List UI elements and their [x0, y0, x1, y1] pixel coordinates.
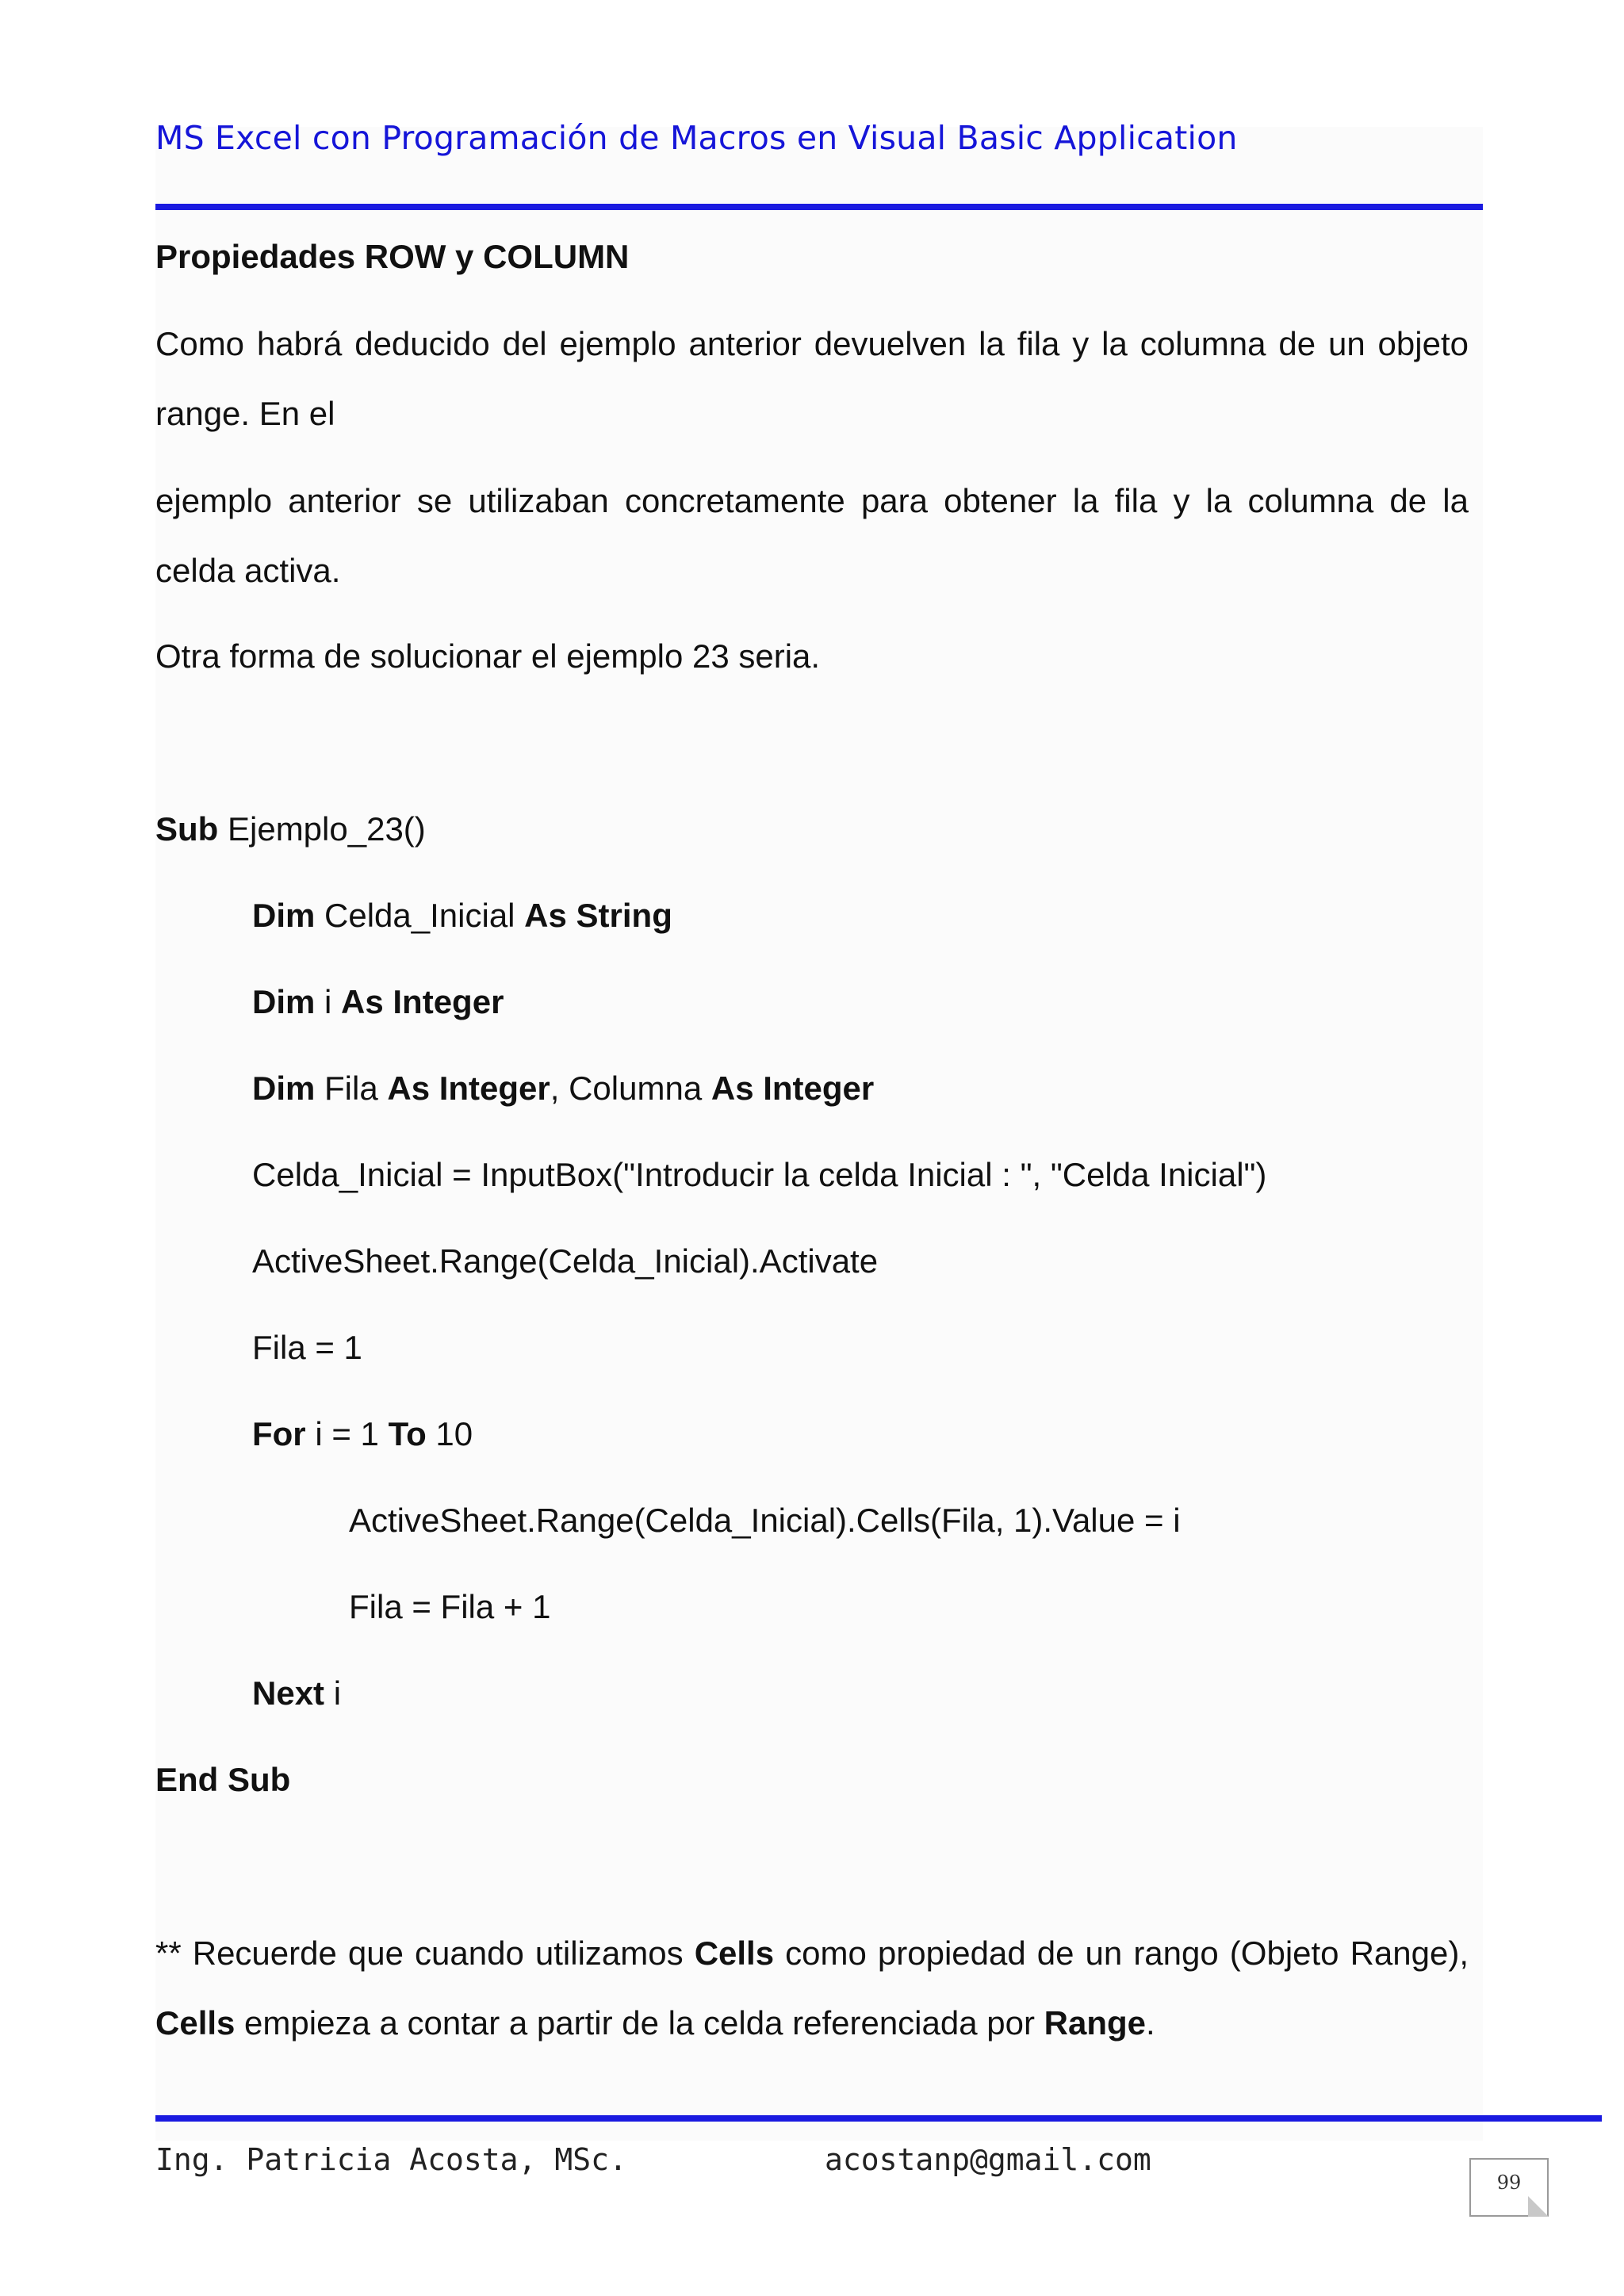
note-bold-range: Range: [1044, 2004, 1146, 2042]
code-keyword: Next: [252, 1674, 325, 1712]
code-keyword: Dim: [252, 897, 316, 934]
code-text: Celda_Inicial: [315, 897, 525, 934]
code-line-1: [155, 794, 426, 864]
note-paragraph: [155, 1919, 1469, 2058]
paragraph-1: Como habrá deducido del ejemplo anterior devuelven la fila y la columna de un objeto range. En el: [155, 325, 1469, 432]
code-keyword: To: [388, 1415, 427, 1452]
code-keyword: Sub: [155, 810, 219, 848]
code-line-8: [252, 1399, 473, 1469]
note-bold-cells: Cells: [155, 2004, 236, 2042]
code-keyword: As Integer: [710, 1070, 875, 1107]
code-line-9: ActiveSheet.Range(Celda_Inicial).Cells(Fila, 1).Value = i: [349, 1502, 1181, 1539]
code-line-4: [252, 1054, 874, 1123]
code-keyword: End Sub: [155, 1761, 291, 1798]
code-text: , Columna: [550, 1070, 711, 1107]
code-line-12: [155, 1745, 290, 1815]
header-rule: [155, 204, 1483, 210]
code-text: Ejemplo_23(): [218, 810, 426, 848]
code-keyword: Dim: [252, 1070, 316, 1107]
running-header: MS Excel con Programación de Macros en Visual Basic Application: [155, 119, 1238, 157]
code-text: i: [324, 1674, 342, 1712]
note-text: ** Recuerde que cuando utilizamos: [155, 1934, 695, 1972]
page-number: 99: [1496, 2172, 1522, 2194]
code-line-11: [252, 1659, 341, 1728]
note-bold-cells: Cells: [694, 1934, 775, 1972]
footer-rule: [155, 2115, 1602, 2122]
code-line-5: Celda_Inicial = InputBox("Introducir la celda Inicial : ", "Celda Inicial"): [252, 1156, 1267, 1193]
footer-email: acostanp@gmail.com: [825, 2142, 1151, 2177]
note-text: empieza a contar a partir de la celda referenciada por: [235, 2004, 1044, 2042]
paragraph-2: ejemplo anterior se utilizaban concretamente para obtener la fila y la columna de la celda activa.: [155, 482, 1469, 589]
code-keyword: As Integer: [341, 983, 504, 1020]
code-line-2: [252, 881, 672, 951]
note-text: como propiedad de un rango (Objeto Range),: [774, 1934, 1469, 1972]
code-line-3: [252, 967, 504, 1037]
code-line-6: ActiveSheet.Range(Celda_Inicial).Activate: [252, 1242, 879, 1280]
code-line-10: Fila = Fila + 1: [349, 1588, 551, 1625]
code-text: i: [315, 983, 342, 1020]
page-number-box: [1469, 2158, 1549, 2217]
code-text: i = 1: [305, 1415, 389, 1452]
footer-author: Ing. Patricia Acosta, MSc.: [155, 2142, 627, 2177]
code-keyword: For: [252, 1415, 306, 1452]
code-keyword: As String: [524, 897, 672, 934]
paragraph-3: Otra forma de solucionar el ejemplo 23 seria.: [155, 637, 821, 675]
note-text: .: [1146, 2004, 1155, 2042]
code-keyword: Dim: [252, 983, 316, 1020]
page-curl-icon: [1528, 2196, 1549, 2217]
code-text: Fila: [315, 1070, 388, 1107]
code-line-7: Fila = 1: [252, 1329, 362, 1366]
code-text: 10: [426, 1415, 473, 1452]
section-heading: Propiedades ROW y COLUMN: [155, 238, 630, 275]
code-keyword: As Integer: [387, 1070, 550, 1107]
